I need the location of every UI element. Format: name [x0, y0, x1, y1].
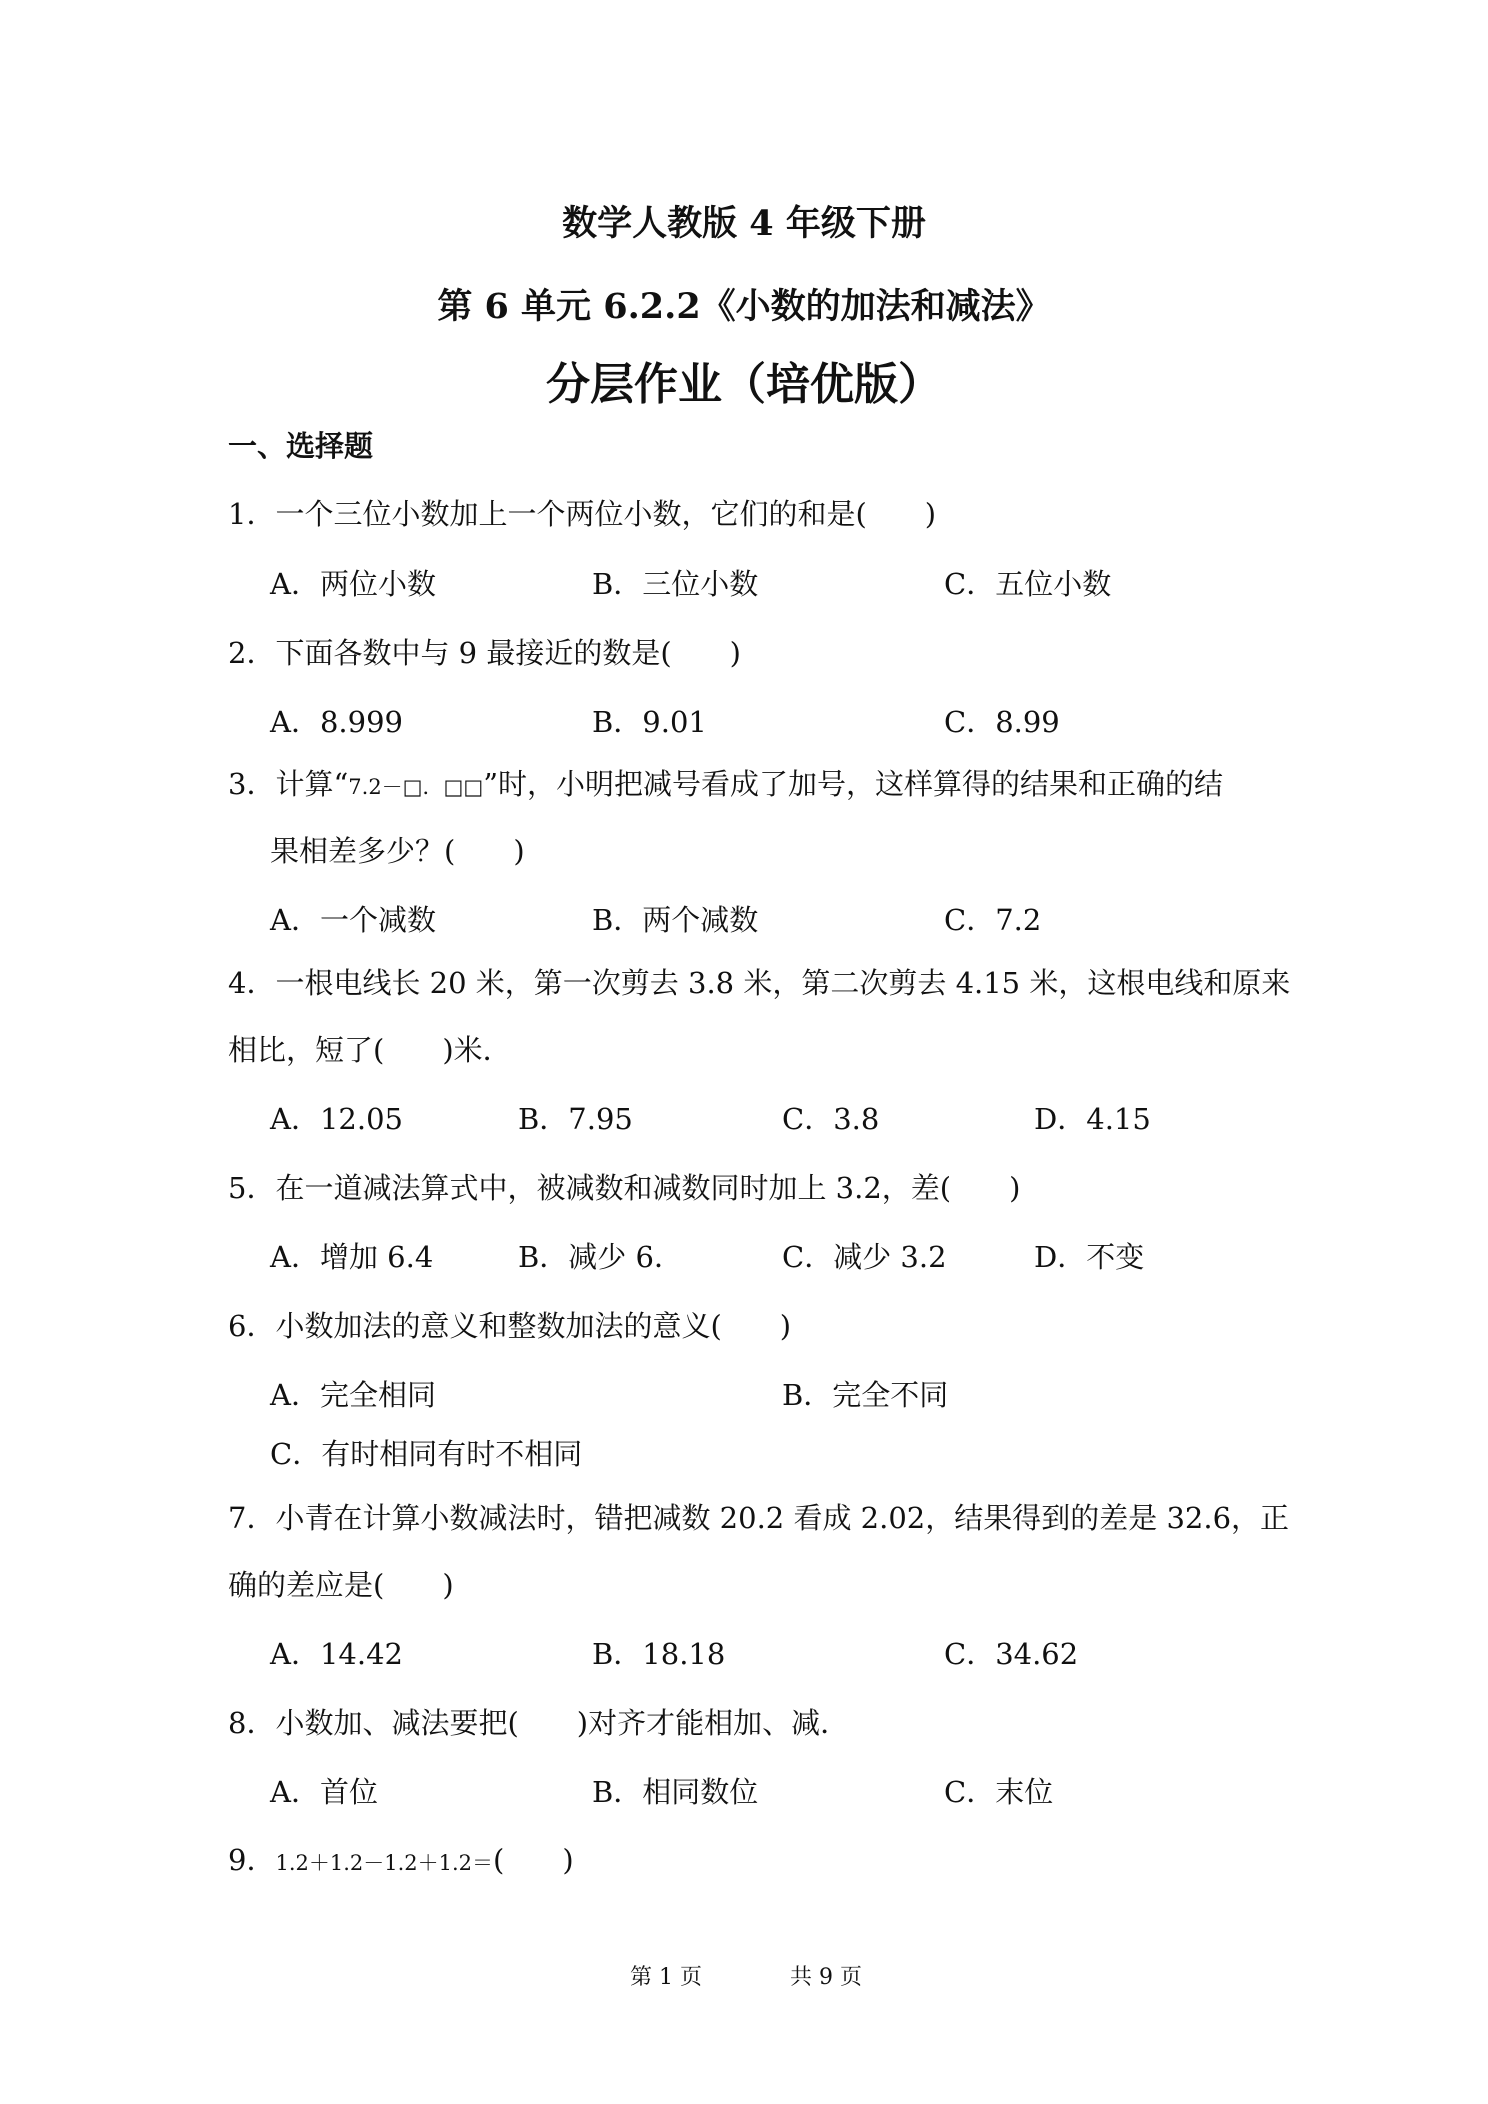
question-9-text [228, 1838, 574, 1879]
document-title-grade: 数学人教版 4 年级下册 [562, 203, 926, 244]
question-9-blank: ( ) [493, 1843, 574, 1877]
question-6-option-b: B．完全不同 [782, 1378, 949, 1412]
document-title-unit: 第 6 单元 6.2.2《小数的加法和减法》 [437, 286, 1051, 327]
document-title-edition: 分层作业（培优版） [546, 359, 942, 410]
question-5-text: 5．在一道减法算式中，被减数和减数同时加上 3.2，差( ) [228, 1171, 1021, 1205]
question-3-text [228, 762, 1223, 803]
question-1-option-c: C．五位小数 [944, 567, 1112, 601]
question-8-text: 8．小数加、减法要把( )对齐才能相加、减． [228, 1706, 850, 1740]
question-6-option-a: A．完全相同 [270, 1378, 436, 1412]
question-7-text-continued: 确的差应是( ) [228, 1568, 454, 1602]
section-heading-multiple-choice: 一、选择题 [228, 429, 374, 463]
question-3-option-c: C．7.2 [944, 903, 1042, 937]
question-4-option-b: B．7.95 [518, 1102, 633, 1136]
question-6-option-c: C．有时相同有时不相同 [270, 1437, 583, 1471]
question-2-option-a: A．8.999 [270, 705, 403, 739]
question-1-text: 1．一个三位小数加上一个两位小数，它们的和是( ) [228, 497, 937, 531]
question-3-option-a: A．一个减数 [270, 903, 436, 937]
footer-total-pages: 共 9 页 [790, 1965, 862, 1990]
question-4-option-d: D．4.15 [1034, 1102, 1151, 1136]
question-7-option-c: C．34.62 [944, 1637, 1079, 1671]
question-2-text: 2．下面各数中与 9 最接近的数是( ) [228, 636, 741, 670]
question-3-option-b: B．两个减数 [592, 903, 759, 937]
question-8-option-a: A．首位 [270, 1775, 378, 1809]
question-9-formula: 1.2＋1.2－1.2＋1.2＝ [275, 1851, 494, 1875]
question-7-option-b: B．18.18 [592, 1637, 726, 1671]
question-3-text-before: 3．计算“ [228, 767, 349, 801]
question-5-option-d: D．不变 [1034, 1240, 1145, 1274]
question-5-option-a: A．增加 6.4 [270, 1240, 434, 1274]
question-8-option-b: B．相同数位 [592, 1775, 759, 1809]
question-6-text: 6．小数加法的意义和整数加法的意义( ) [228, 1309, 792, 1343]
question-4-option-a: A．12.05 [270, 1102, 403, 1136]
question-8-option-c: C．末位 [944, 1775, 1054, 1809]
question-4-text: 4．一根电线长 20 米，第一次剪去 3.8 米，第二次剪去 4.15 米，这根电线和原来 [228, 966, 1291, 1000]
question-1-option-a: A．两位小数 [270, 567, 436, 601]
question-5-option-b: B．减少 6． [518, 1240, 683, 1274]
question-1-option-b: B．三位小数 [592, 567, 759, 601]
footer-page-number: 第 1 页 [630, 1965, 702, 1990]
question-4-text-continued: 相比，短了( )米． [228, 1033, 512, 1067]
question-9-number: 9． [228, 1843, 276, 1877]
question-7-option-a: A．14.42 [270, 1637, 403, 1671]
question-3-text-after: ”时，小明把减号看成了加号，这样算得的结果和正确的结 [483, 767, 1224, 801]
question-2-option-b: B．9.01 [592, 705, 707, 739]
question-3-formula: 7.2－□．□□ [348, 775, 484, 799]
question-5-option-c: C．减少 3.2 [782, 1240, 947, 1274]
question-7-text: 7．小青在计算小数减法时，错把减数 20.2 看成 2.02，结果得到的差是 32.6，正 [228, 1501, 1290, 1535]
question-2-option-c: C．8.99 [944, 705, 1060, 739]
question-3-text-continued: 果相差多少？( ) [270, 834, 525, 868]
question-4-option-c: C．3.8 [782, 1102, 880, 1136]
